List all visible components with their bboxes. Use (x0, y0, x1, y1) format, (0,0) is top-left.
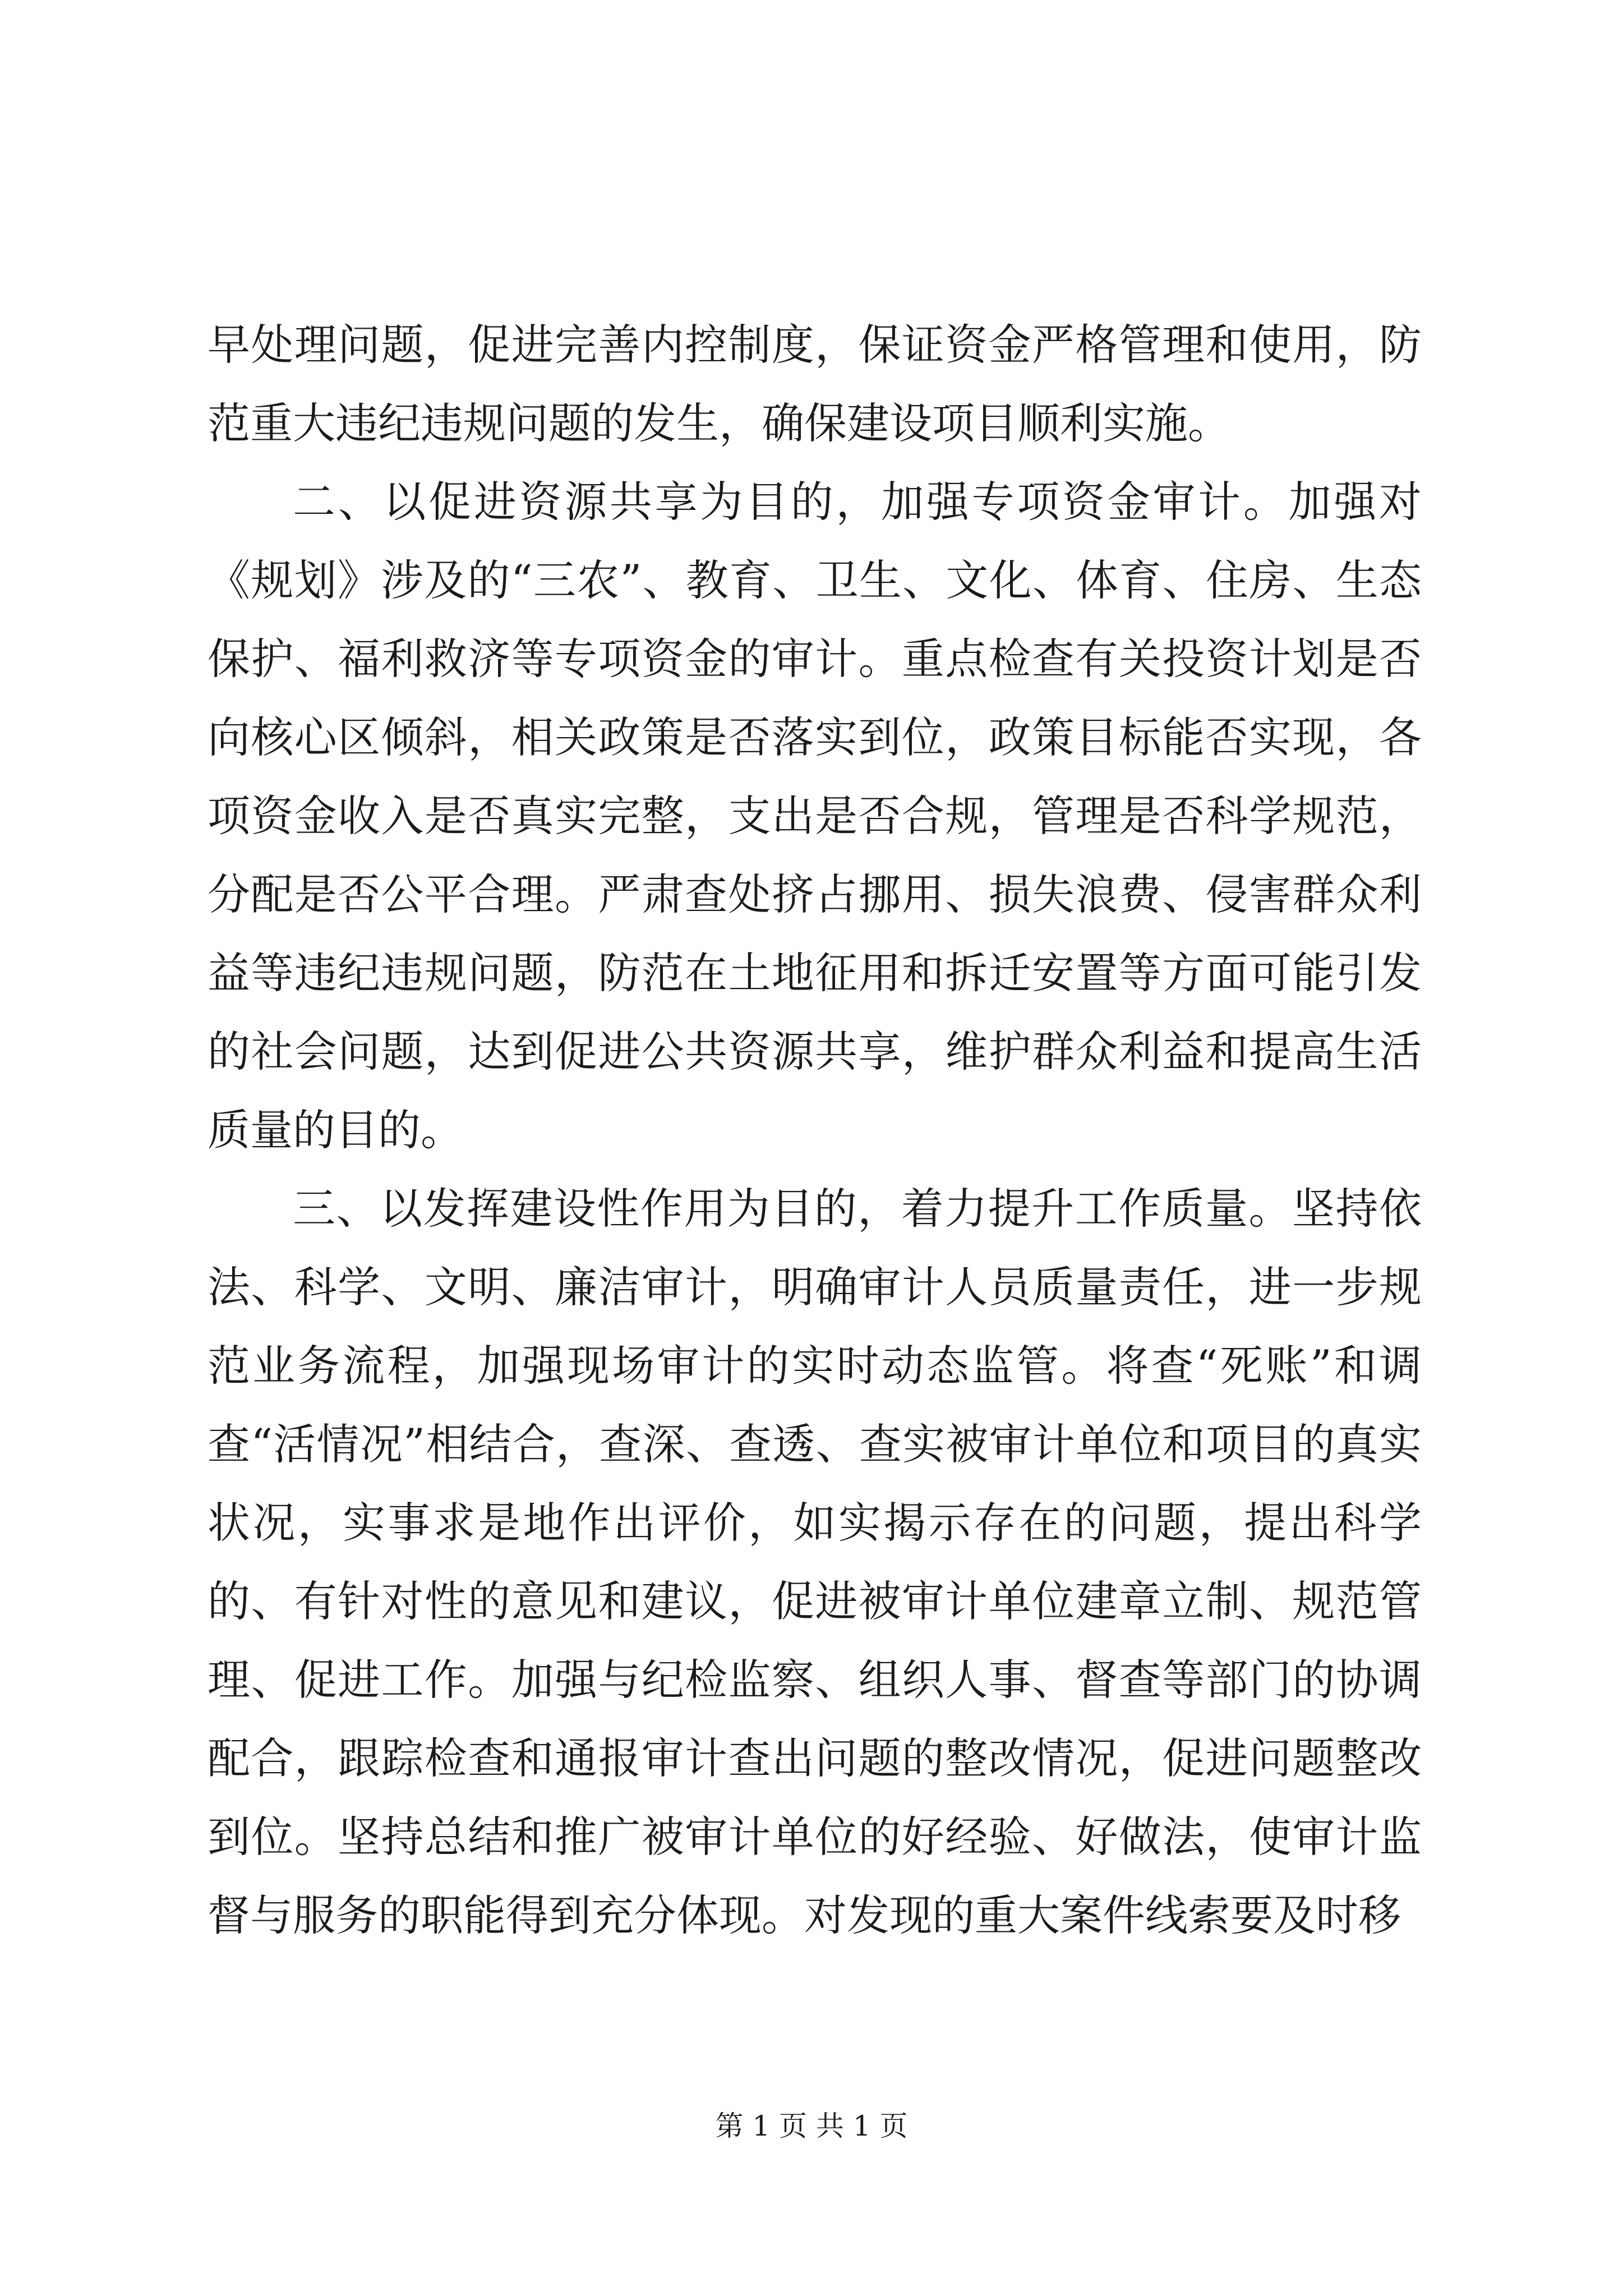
paragraph-continuation: 早处理问题，促进完善内控制度，保证资金严格管理和使用，防范重大违纪违规问题的发生，确保建设项目顺利实施。 (208, 320, 1422, 448)
page-footer: 第 1 页 共 1 页 (715, 2110, 908, 2142)
paragraph-section-three: 三、以发挥建设性作用为目的，着力提升工作质量。坚持依法、科学、文明、廉洁审计，明确审计人员质量责任，进一步规范业务流程，加强现场审计的实时动态监管。将查“死账”和调查“活情况”相结合，查深、查透、查实被审计单位和项目的真实状况，实事求是地作出评价，如实揭示存在的问题，提出科学的、有针对性的意见和建议，促进被审计单位建章立制、规范管理、促进工作。加强与纪检监察、组织人事、督查等部门的协调配合，跟踪检查和通报审计查出问题的整改情况，促进问题整改到位。坚持总结和推广被审计单位的好经验、好做法，使审计监督与服务的职能得到充分体现。对发现的重大案件线索要及时移 (208, 1184, 1422, 1940)
paragraph-section-two: 二、以促进资源共享为目的，加强专项资金审计。加强对《规划》涉及的“三农”、教育、卫生、文化、体育、住房、生态保护、福利救济等专项资金的审计。重点检查有关投资计划是否向核心区倾斜，相关政策是否落实到位，政策目标能否实现，各项资金收入是否真实完整，支出是否合规，管理是否科学规范，分配是否公平合理。严肃查处挤占挪用、损失浪费、侵害群众利益等违纪违规问题，防范在土地征用和拆迁安置等方面可能引发的社会问题，达到促进公共资源共享，维护群众利益和提高生活质量的目的。 (208, 477, 1422, 1155)
document-body (208, 306, 1422, 1955)
